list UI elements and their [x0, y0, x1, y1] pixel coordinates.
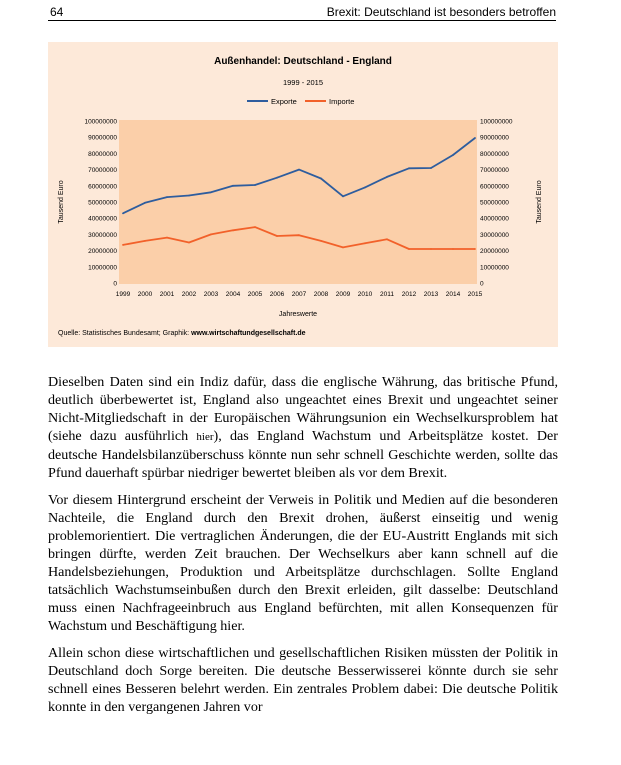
y-tick-label-right: 0	[480, 280, 484, 288]
data-point-importe	[232, 229, 234, 231]
trade-chart	[48, 42, 558, 347]
body-text	[48, 373, 558, 725]
hier-link[interactable]: hier	[196, 431, 214, 443]
plot-area	[119, 120, 477, 284]
data-point-exporte	[430, 167, 432, 169]
x-tick-label: 2009	[335, 291, 351, 298]
legend-exporte-label: Exporte	[271, 97, 297, 106]
data-point-importe	[364, 242, 366, 244]
y-tick-label-right: 90000000	[480, 134, 509, 142]
y-tick-label-left: 60000000	[88, 183, 117, 191]
data-point-exporte	[210, 191, 212, 193]
data-point-exporte	[232, 185, 234, 187]
x-tick-label: 2013	[423, 291, 439, 298]
data-point-exporte	[298, 169, 300, 171]
x-tick-label: 2015	[467, 291, 483, 298]
data-point-exporte	[276, 177, 278, 179]
data-point-exporte	[188, 195, 190, 197]
data-point-importe	[144, 240, 146, 242]
data-point-importe	[188, 242, 190, 244]
x-tick-label: 2001	[159, 291, 175, 298]
data-point-importe	[166, 237, 168, 239]
y-tick-label-right: 50000000	[480, 199, 509, 207]
data-point-importe	[452, 248, 454, 250]
x-tick-label: 2014	[445, 291, 461, 298]
chart-figure	[48, 42, 558, 347]
data-point-exporte	[386, 176, 388, 178]
x-tick-label: 2006	[269, 291, 285, 298]
data-point-importe	[342, 246, 344, 248]
data-point-exporte	[452, 154, 454, 156]
y-tick-label-right: 70000000	[480, 167, 509, 175]
running-title: Brexit: Deutschland ist besonders betroffen	[326, 5, 556, 19]
x-tick-label: 1999	[115, 291, 131, 298]
data-point-exporte	[408, 167, 410, 169]
y-tick-label-right: 30000000	[480, 231, 509, 239]
data-point-exporte	[254, 184, 256, 186]
y-tick-label-right: 100000000	[480, 118, 513, 126]
y-axis-label-left: Tausend Euro	[58, 180, 65, 224]
data-point-importe	[430, 248, 432, 250]
y-tick-label-left: 100000000	[84, 118, 117, 126]
y-tick-label-left: 80000000	[88, 150, 117, 158]
x-axis-label: Jahreswerte	[278, 311, 318, 318]
x-tick-label: 2004	[225, 291, 241, 298]
data-point-importe	[276, 235, 278, 237]
legend-importe-label: Importe	[329, 97, 355, 106]
data-point-importe	[210, 234, 212, 236]
data-point-exporte	[320, 178, 322, 180]
paragraph-1-text-b: ), das England Wachstum und Arbeitsplätze kostet. Der deutsche Handelsbilanzüberschuss könnte nun sehr schnell Geschichte werden, sollte das Pfund dauerhaft spürbar niedriger bewertet bleiben als vor dem Brexit.	[48, 428, 558, 481]
y-tick-label-right: 40000000	[480, 215, 509, 223]
x-tick-label: 2011	[380, 291, 394, 298]
paragraph-2: Vor diesem Hintergrund erscheint der Verweis in Politik und Medien auf die besonderen Nachteile, die England durch den Brexit drohen, äußerst einseitig und wenig problemorientiert. Die vertraglichen Änderungen, die der EU-Austritt Englands mit sich bringen dürfte, werden Zeit brauchen. Der Wechselkurs aber kann schnell auf die Handelsbeziehungen, Produktion und Arbeitsplätze durchschlagen. Sollte England tatsächlich Wachstumseinbußen durch den Brexit erleiden, gilt dasselbe: Deutschland muss einen Nachfrageeinbruch aus England befürchten, mit allen Konsequenzen für Wachstum und Beschäftigung hier.	[48, 492, 558, 634]
x-tick-label: 2002	[181, 291, 197, 298]
chart-source-text: Quelle: Statistisches Bundesamt; Graphik:	[58, 330, 190, 337]
data-point-exporte	[364, 187, 366, 189]
chart-source-site: www.wirtschaftundgesellschaft.de	[191, 330, 306, 337]
x-tick-label: 2008	[313, 291, 329, 298]
y-tick-label-left: 70000000	[88, 167, 117, 175]
y-tick-label-left: 20000000	[88, 248, 117, 256]
chart-subtitle: 1999 - 2015	[282, 78, 324, 87]
paragraph-3: Allein schon diese wirtschaftlichen und gesellschaftlichen Risiken müssten der Politik in Deutschland doch Sorge bereiten. Die deutsche Besserwisserei könnte durch sie sehr schnell eines Besseren belehrt werden. Ein zentrales Problem dabei: Die deutsche Politik konnte in den vergangenen Jahren vor	[48, 645, 558, 715]
y-tick-label-left: 0	[113, 280, 117, 288]
y-tick-label-right: 10000000	[480, 264, 509, 272]
chart-title: Außenhandel: Deutschland - England	[214, 56, 392, 67]
data-point-exporte	[474, 137, 476, 139]
x-tick-label: 2007	[291, 291, 307, 298]
paragraph-1	[48, 373, 558, 482]
data-point-importe	[408, 248, 410, 250]
y-tick-label-left: 30000000	[88, 231, 117, 239]
x-tick-label: 2003	[203, 291, 219, 298]
y-tick-label-left: 40000000	[88, 215, 117, 223]
y-tick-label-right: 20000000	[480, 248, 509, 256]
data-point-importe	[474, 248, 476, 250]
data-point-importe	[386, 238, 388, 240]
data-point-importe	[254, 226, 256, 228]
page-number: 64	[50, 5, 64, 19]
data-point-importe	[298, 234, 300, 236]
x-tick-label: 2005	[247, 291, 263, 298]
y-tick-label-right: 80000000	[480, 150, 509, 158]
y-tick-label-left: 90000000	[88, 134, 117, 142]
data-point-exporte	[144, 202, 146, 204]
data-point-importe	[122, 244, 124, 246]
y-tick-label-left: 10000000	[88, 264, 117, 272]
chart-legend	[247, 97, 354, 106]
y-tick-label-right: 60000000	[480, 183, 509, 191]
data-point-exporte	[122, 212, 124, 214]
data-point-exporte	[166, 196, 168, 198]
paragraph-1-text-a: Dieselben Daten sind ein Indiz dafür, dass die englische Währung, das britische Pfund, deutlich überbewertet ist, England also ungeachtet eines Brexit und ungeachtet seiner Nicht-Mitgliedschaft in der Europäischen Währungsunion ein Wechselkursproblem hat (siehe dazu ausführlich	[48, 374, 558, 444]
x-tick-label: 2010	[357, 291, 373, 298]
page-header	[48, 5, 556, 21]
y-axis-label-right: Tausend Euro	[536, 180, 543, 224]
y-tick-label-left: 50000000	[88, 199, 117, 207]
chart-source	[58, 330, 306, 337]
data-point-importe	[320, 240, 322, 242]
x-tick-label: 2012	[401, 291, 417, 298]
data-point-exporte	[342, 195, 344, 197]
x-tick-label: 2000	[137, 291, 153, 298]
